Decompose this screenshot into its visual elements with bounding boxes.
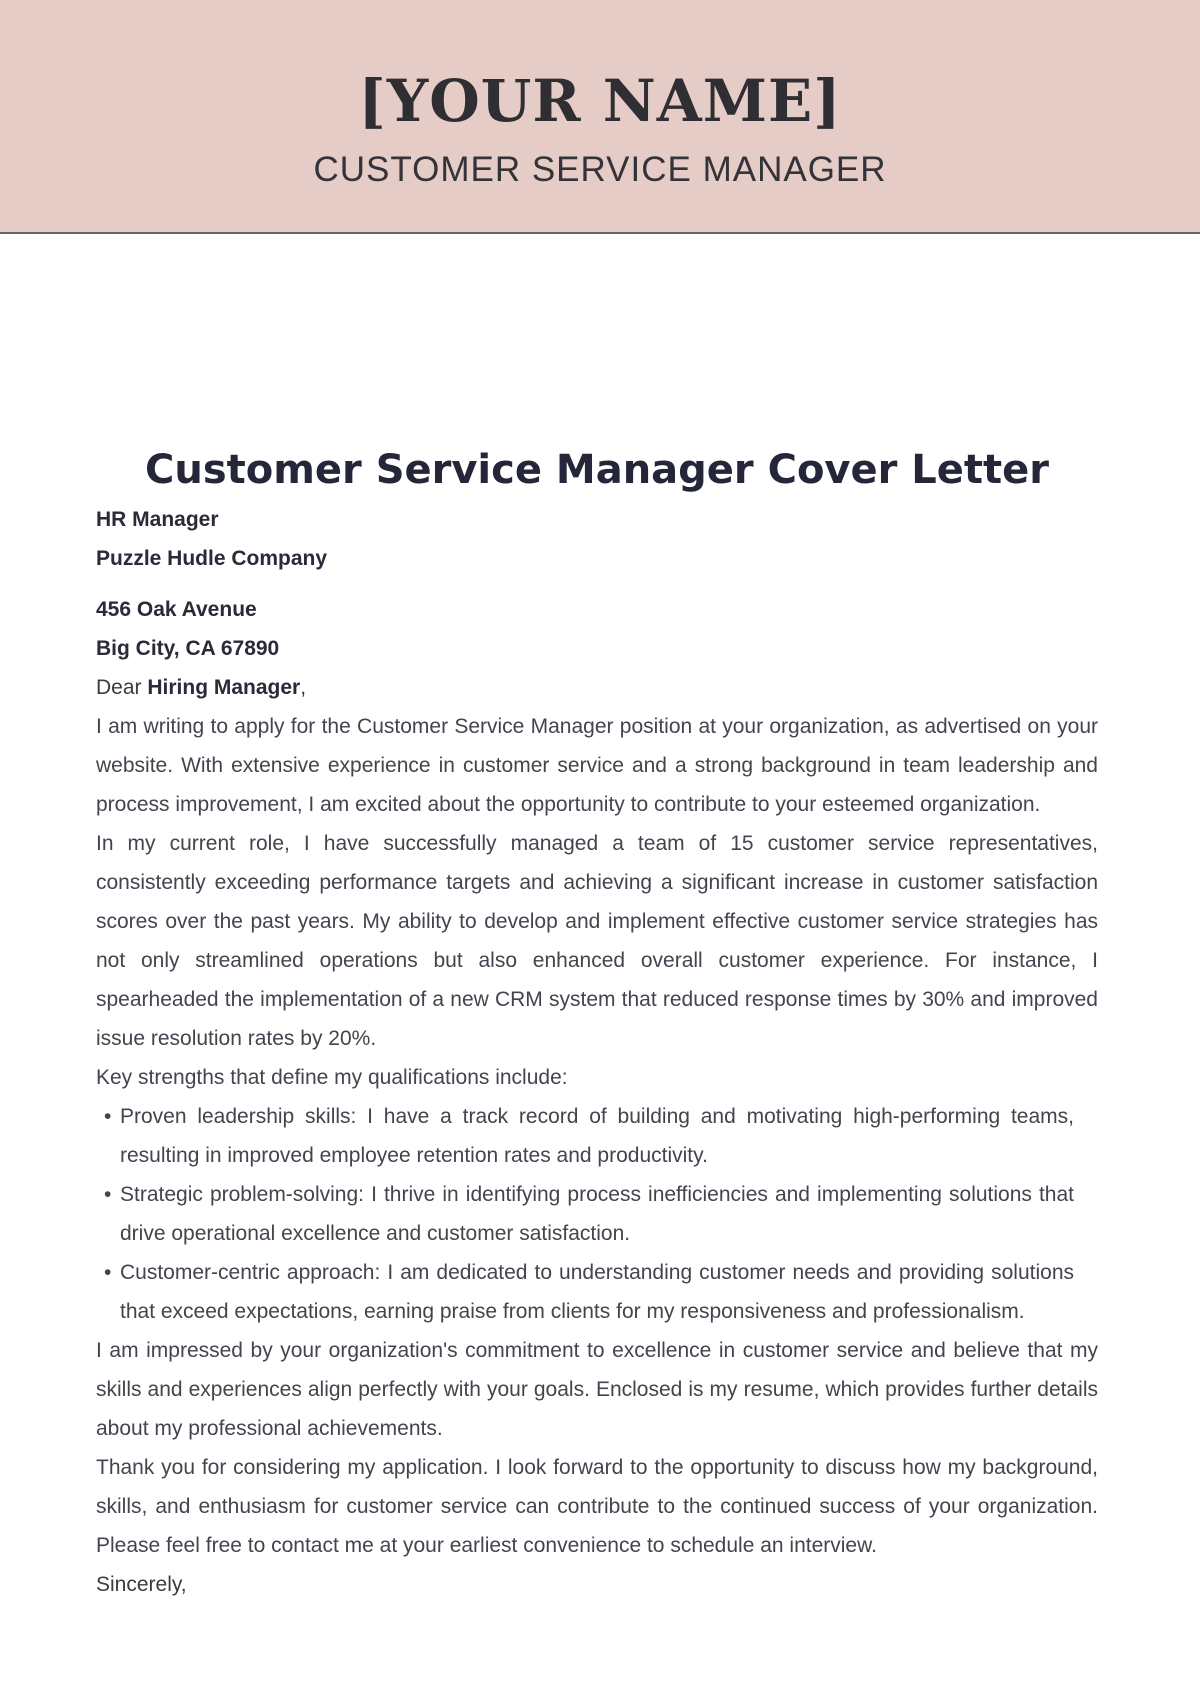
salutation-prefix: Dear	[96, 676, 148, 699]
body-paragraph-strengths-lead: Key strengths that define my qualifications include:	[96, 1066, 568, 1089]
address-line-1: 456 Oak Avenue	[96, 598, 257, 621]
body-paragraph-thanks: Thank you for considering my application. I look forward to the opportunity to discuss how my background, skills, and enthusiasm for customer service can contribute to the continued success of your organization. Please feel free to contact me at your earliest convenience to schedule an interview.	[96, 1456, 1098, 1557]
cover-letter	[96, 440, 1098, 1604]
body-paragraph-commitment: I am impressed by your organization's commitment to excellence in customer service and believe that my skills and experiences align perfectly with your goals. Enclosed is my resume, which provides further details about my professional achievements.	[96, 1339, 1098, 1440]
bullet-icon: •	[104, 1261, 112, 1284]
letter-title: Customer Service Manager Cover Letter	[144, 447, 1049, 493]
strength-text: Strategic problem-solving: I thrive in identifying process inefficiencies and implementing solutions that drive operational excellence and customer satisfaction.	[120, 1183, 1074, 1245]
header-band	[0, 0, 1200, 234]
strengths-list	[96, 1097, 1098, 1331]
body-paragraph-intro: I am writing to apply for the Customer Service Manager position at your organization, as advertised on your website. With extensive experience in customer service and a strong background in team leadership and process improvement, I am excited about the opportunity to contribute to your esteemed organization.	[96, 715, 1098, 816]
list-item	[104, 1175, 1074, 1253]
recipient-title: HR Manager	[96, 508, 219, 531]
salutation	[96, 668, 1098, 707]
signoff: Sincerely,	[96, 1573, 187, 1596]
address-line-2: Big City, CA 67890	[96, 637, 280, 660]
list-item	[104, 1097, 1074, 1175]
bullet-icon: •	[104, 1183, 112, 1206]
salutation-name: Hiring Manager	[147, 676, 301, 699]
bullet-icon: •	[104, 1105, 112, 1128]
salutation-suffix: ,	[300, 676, 307, 699]
applicant-job-title: CUSTOMER SERVICE MANAGER	[313, 150, 887, 189]
applicant-name: [YOUR NAME]	[358, 67, 842, 135]
recipient-company: Puzzle Hudle Company	[96, 547, 328, 570]
body-paragraph-experience: In my current role, I have successfully managed a team of 15 customer service representatives, consistently exceeding performance targets and achieving a significant increase in customer satisfaction scores over the past years. My ability to develop and implement effective customer service strategies has not only streamlined operations but also enhanced overall customer experience. For instance, I spearheaded the implementation of a new CRM system that reduced response times by 30% and improved issue resolution rates by 20%.	[96, 832, 1098, 1050]
strength-text: Proven leadership skills: I have a track record of building and motivating high-performing teams, resulting in improved employee retention rates and productivity.	[120, 1105, 1074, 1167]
strength-text: Customer-centric approach: I am dedicated to understanding customer needs and providing solutions that exceed expectations, earning praise from clients for my responsiveness and professionalism.	[120, 1261, 1074, 1323]
list-item	[104, 1253, 1074, 1331]
